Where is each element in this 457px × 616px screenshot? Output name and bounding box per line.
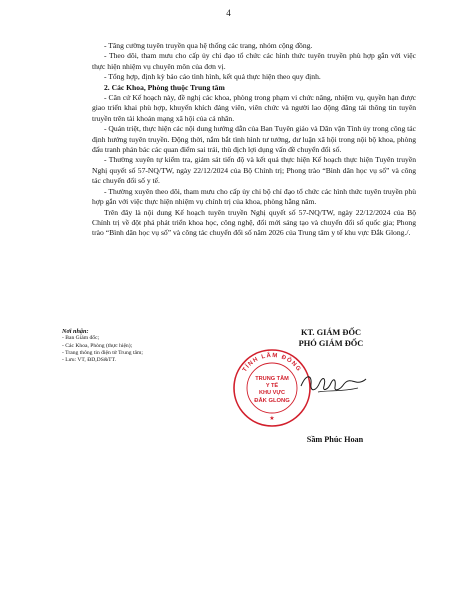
paragraph: - Tăng cường tuyên truyền qua hệ thống các trang, nhóm cộng đồng. (104, 41, 313, 50)
handwritten-signature (298, 368, 368, 400)
recipients-title: Nơi nhận: (62, 328, 89, 335)
signature-block (263, 327, 399, 349)
svg-text:KHU VỰC: KHU VỰC (258, 390, 286, 396)
signature-position: PHÓ GIÁM ĐỐC (298, 339, 364, 348)
svg-text:ĐẮK GLONG: ĐẮK GLONG (254, 398, 290, 404)
svg-text:Y TẾ: Y TẾ (265, 383, 279, 389)
svg-text:TRUNG TÂM: TRUNG TÂM (255, 376, 289, 382)
paragraph: - Quán triệt, thực hiện các nội dung hướng dẫn của Ban Tuyên giáo và Dân vận Tỉnh ủy trong công tác định hướng tuyên truyền. Động thời, nắm bắt tình hình tư tưởng, dư luận xã hội trong nội bộ khoa, phòng đấu tranh phản bác các quan điểm sai trái, thù địch lợi dụng vấn đề chuyển đổi số. (92, 124, 416, 155)
paragraph: - Căn cứ Kế hoạch này, đề nghị các khoa, phòng trong phạm vi chức năng, nhiệm vụ, quyền hạn được giao triển khai phù hợp, khuyến khích đảng viên, viên chức và người lao động đăng tải thông tin tuyên truyền trên tài khoản mạng xã hội của cá nhân. (92, 93, 416, 123)
paragraph: - Tổng hợp, định kỳ báo cáo tình hình, kết quả thực hiện theo quy định. (104, 72, 321, 82)
recipient-item: - Lưu: VT, ĐD,DS&TT. (62, 357, 116, 364)
svg-text:TỈNH LÂM ĐỒNG: TỈNH LÂM ĐỒNG (241, 352, 303, 374)
recipients-block (62, 328, 242, 364)
section-heading: 2. Các Khoa, Phòng thuộc Trung tâm (104, 82, 225, 92)
signature-title: KT. GIÁM ĐỐC (300, 328, 362, 337)
closing-paragraph: Trên đây là nội dung Kế hoạch tuyên truyền Nghị quyết số 57-NQ/TW, ngày 22/12/2024 của Bộ Chính trị về đột phá phát triển khoa học, công nghệ, đổi mới sáng tạo và chuyển đổi số quốc gia; Phong trào “Bình dân học vụ số” và công tác chuyển đổi số năm 2026 của Trung tâm y tế khu vực Đắk Glong./. (92, 207, 416, 238)
paragraph: - Theo dõi, tham mưu cho cấp ủy chỉ đạo tổ chức các hình thức tuyên truyền phù hợp gắn với việc thực hiện nhiệm vụ chuyên môn của đơn vị. (92, 51, 416, 71)
document-body (92, 41, 416, 239)
recipient-item: - Các Khoa, Phòng (thực hiện); (62, 342, 133, 349)
recipient-item: - Trang thông tin điện tử Trung tâm; (62, 349, 143, 356)
signer-name: Sầm Phúc Hoan (306, 435, 364, 444)
page-number: 4 (226, 8, 231, 18)
paragraph: - Thường xuyên tự kiểm tra, giám sát tiến độ và kết quả thực hiện Kế hoạch thực hiện Tuyên truyền Nghị quyết số 57-NQ/TW, ngày 22/12/2024 của Bộ Chính trị; Phong trào “Bình dân học vụ số” và công tác chuyển đổi số y tế. (92, 155, 416, 186)
svg-text:★: ★ (269, 416, 275, 422)
recipient-item: - Ban Giám đốc; (62, 335, 100, 342)
paragraph: - Thường xuyên theo dõi, tham mưu cho cấp ủy chi bộ chỉ đạo tổ chức các hình thức tuyên truyền phù hợp gắn với việc thực hiện nhiệm vụ chính trị của khoa, phòng hằng năm. (92, 186, 416, 207)
